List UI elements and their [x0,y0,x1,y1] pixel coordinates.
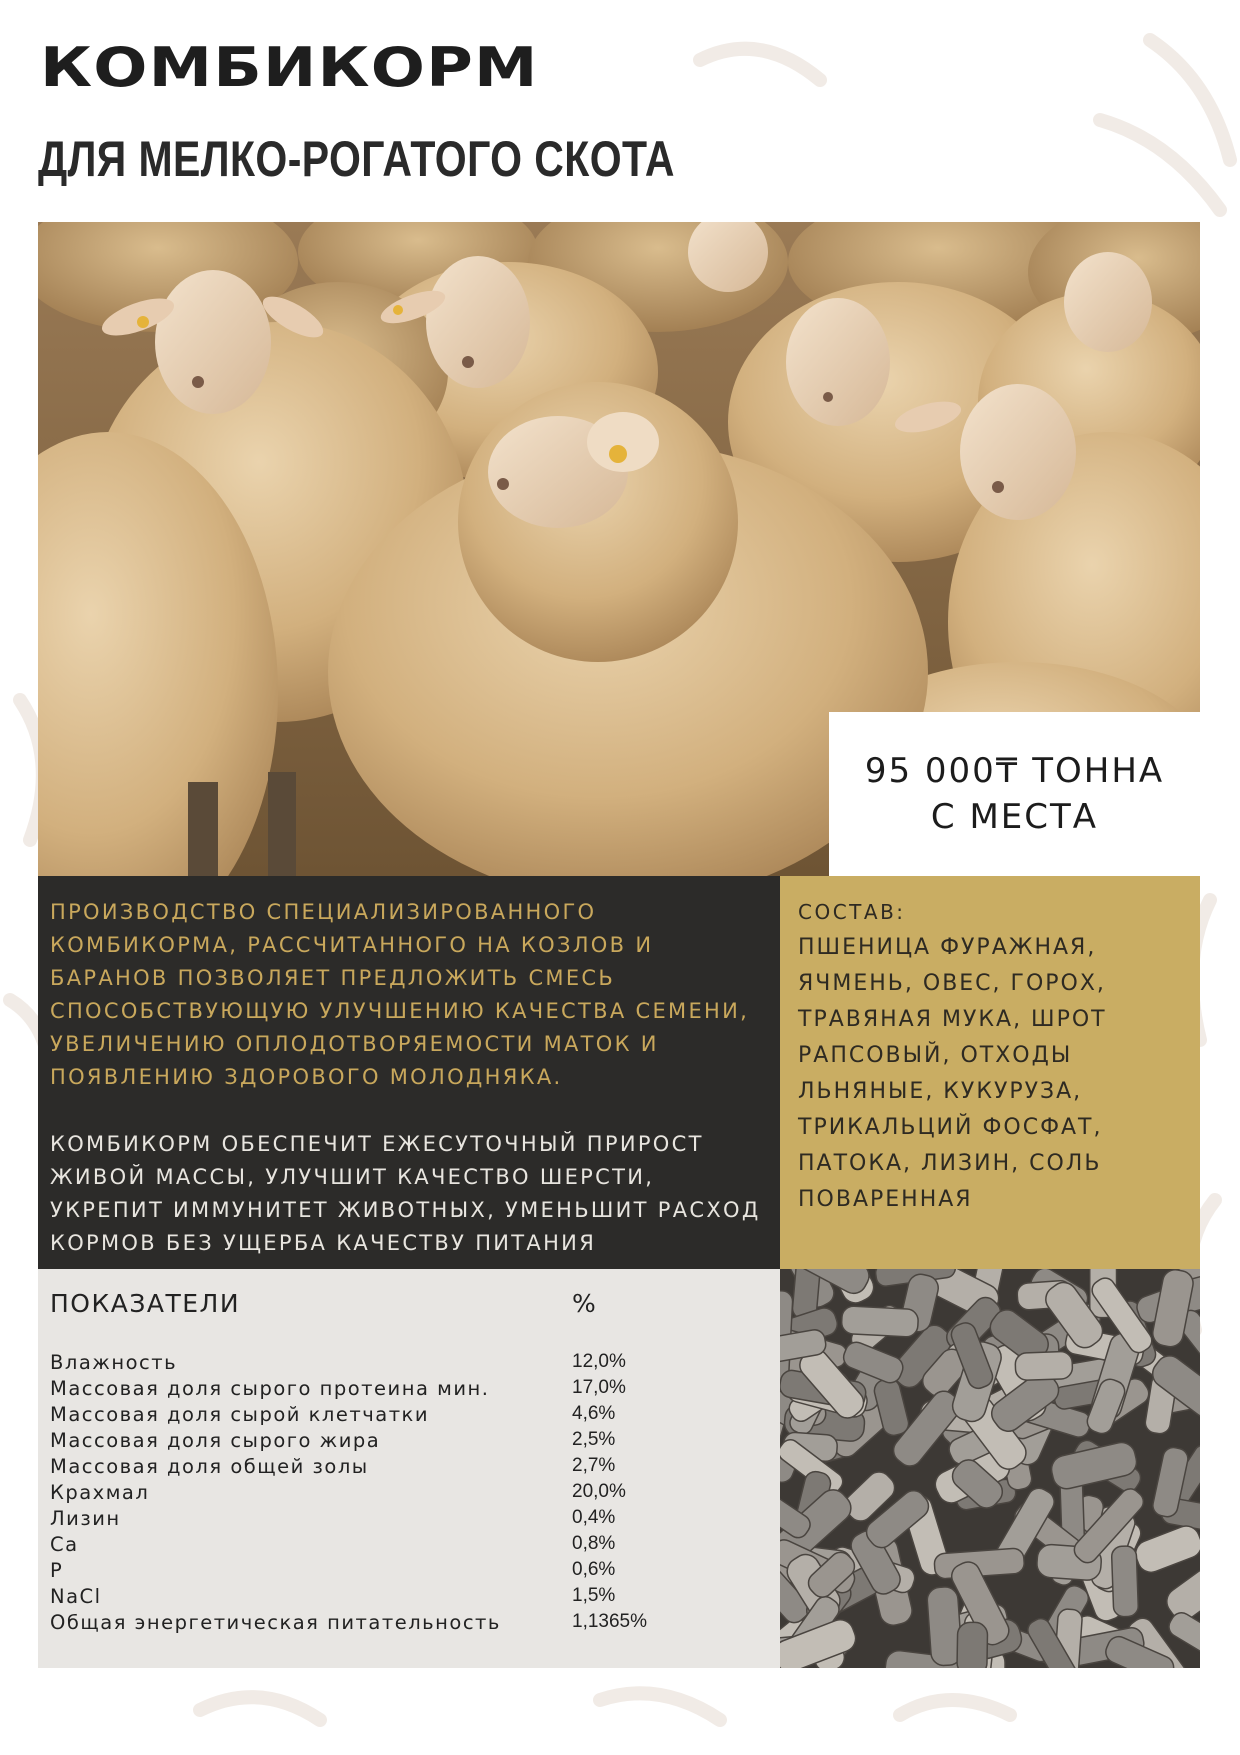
indicator-value: 20,0% [572,1481,626,1502]
indicator-name: Са [50,1532,79,1556]
indicator-value: 2,7% [572,1455,616,1476]
table-rows [50,1349,770,1635]
indicator-value: 0,8% [572,1533,616,1554]
indicator-value: 0,4% [572,1507,616,1528]
indicators-table [38,1269,780,1668]
indicator-name: Р [50,1558,64,1582]
composition-panel [780,876,1200,1269]
indicator-name: Массовая доля общей золы [50,1454,369,1478]
price-terms: С МЕСТА [930,797,1099,837]
composition-title: СОСТАВ: [798,900,906,924]
table-row [50,1427,770,1453]
table-row [50,1453,770,1479]
pellets-photo [780,1269,1200,1668]
table-row [50,1401,770,1427]
indicator-name: NaCl [50,1584,102,1608]
indicator-value: 0,6% [572,1559,616,1580]
indicator-value: 17,0% [572,1377,626,1398]
table-row [50,1505,770,1531]
indicator-name: Крахмал [50,1480,150,1504]
table-row [50,1557,770,1583]
indicator-value: 1,5% [572,1585,616,1606]
table-row [50,1349,770,1375]
indicator-value: 4,6% [572,1403,616,1424]
page-subtitle: ДЛЯ МЕЛКО-РОГАТОГО СКОТА [38,131,675,187]
indicator-value: 1,1365% [572,1611,648,1632]
indicator-value: 12,0% [572,1351,626,1372]
table-row [50,1375,770,1401]
indicator-value: 2,5% [572,1429,616,1450]
table-row [50,1583,770,1609]
table-row [50,1479,770,1505]
description-panel [38,876,780,1269]
table-row [50,1609,770,1635]
indicator-name: Лизин [50,1506,121,1530]
price-badge [829,712,1200,876]
composition-text: ПШЕНИЦА ФУРАЖНАЯ, ЯЧМЕНЬ, ОВЕС, ГОРОХ, ТРАВЯНАЯ МУКА, ШРОТ РАПСОВЫЙ, ОТХОДЫ ЛЬНЯНЫЕ, КУКУРУЗА, ТРИКАЛЬЦИЙ ФОСФАТ, ПАТОКА, ЛИЗИН, СОЛЬ ПОВАРЕННАЯ [798,935,1107,1212]
page-title: КОМБИКОРМ [40,36,539,99]
table-header-name: ПОКАЗАТЕЛИ [50,1289,241,1318]
indicator-name: Массовая доля сырого жира [50,1428,381,1452]
price-value: 95 000₸ ТОННА [864,751,1165,791]
indicator-name: Влажность [50,1350,178,1374]
description-paragraph-2: КОМБИКОРМ ОБЕСПЕЧИТ ЕЖЕСУТОЧНЫЙ ПРИРОСТ ЖИВОЙ МАССЫ, УЛУЧШИТ КАЧЕСТВО ШЕРСТИ, УКРЕПИТ ИММУНИТЕТ ЖИВОТНЫХ, УМЕНЬШИТ РАСХОД КОРМОВ БЕЗ УЩЕРБА КАЧЕСТВУ ПИТАНИЯ [50,1132,761,1255]
table-row [50,1531,770,1557]
indicator-name: Массовая доля сырой клетчатки [50,1402,429,1426]
table-header-value: % [572,1289,598,1318]
description-paragraph-1: ПРОИЗВОДСТВО СПЕЦИАЛИЗИРОВАННОГО КОМБИКОРМА, РАССЧИТАННОГО НА КОЗЛОВ И БАРАНОВ ПОЗВОЛЯЕТ ПРЕДЛОЖИТЬ СМЕСЬ СПОСОБСТВУЮЩУЮ УЛУЧШЕНИЮ КАЧЕСТВА СЕМЕНИ, УВЕЛИЧЕНИЮ ОПЛОДОТВОРЯЕМОСТИ МАТОК И ПОЯВЛЕНИЮ ЗДОРОВОГО МОЛОДНЯКА. [50,900,750,1089]
indicator-name: Массовая доля сырого протеина мин. [50,1376,490,1400]
indicator-name: Общая энергетическая питательность [50,1610,501,1634]
